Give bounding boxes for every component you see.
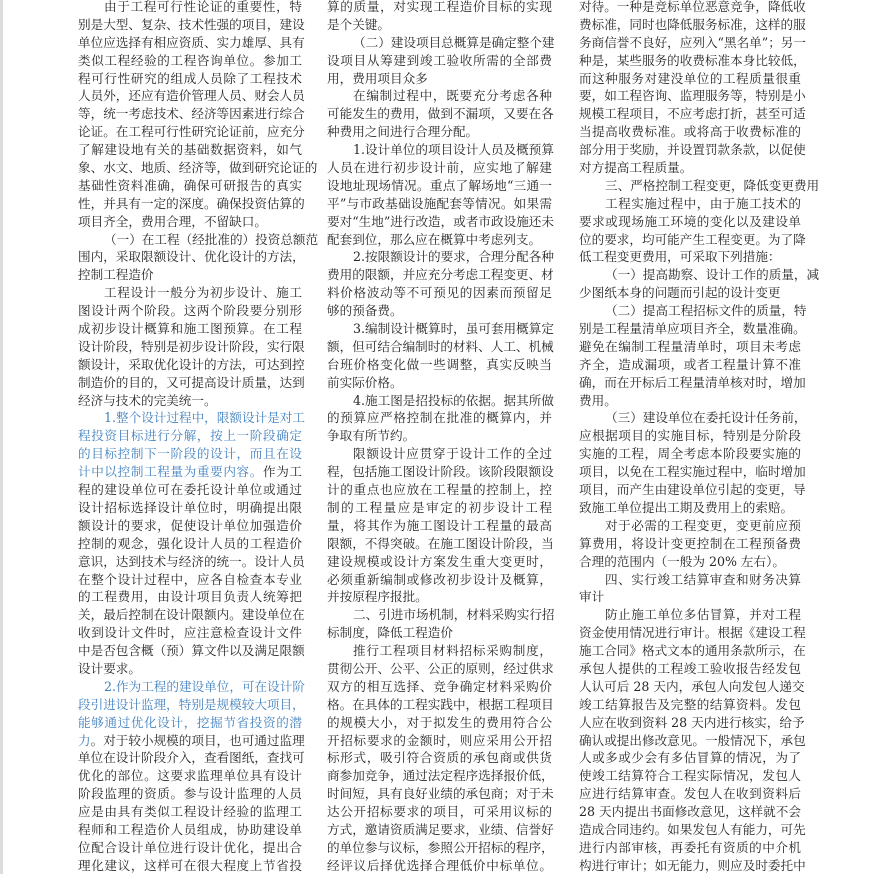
text-line: 项目，而产生由建设单位引起的变更，导 (579, 482, 806, 498)
text-line: 双方的相互选择、竞争确定材料采购价 (327, 678, 552, 694)
text-line: 应进行结算审查。发包人在收到资料后 (579, 786, 801, 802)
text-line: （三）建设单位在委托设计任务前， (605, 410, 807, 426)
text-line: 费标准，同时也降低服务标准，这样的服 (579, 16, 806, 32)
text-line: 在编制过程中，既要充分考虑各种 (353, 88, 552, 104)
text-line: 用，费用项目众多 (327, 70, 428, 86)
text-line: 要求或现场施工环境的变化以及建设单 (579, 213, 801, 229)
paragraph (78, 231, 319, 285)
text-line: 规模工程项目，不应考虑打折，甚至可适 (579, 106, 806, 122)
text-line: 贯彻公开、公平、公正的原则，经过供求 (327, 660, 554, 676)
text-line: （二）建设项目总概算是确定整个建 (353, 34, 555, 50)
text-line: 设计要求。 (78, 660, 141, 676)
text-line: 程的建设单位可在委托设计单位或通过 (78, 482, 302, 498)
paragraph (327, 248, 552, 320)
text-line: 二、引进市场机制，材料采购实行招 (353, 607, 555, 623)
text-line: 标制度，降低工程造价 (327, 625, 453, 641)
text-line: 设计招标选择设计单位时，明确提出限 (78, 499, 302, 515)
paragraph (327, 87, 552, 141)
text-line: 28 天内提出书面修改意见，这样就不会 (579, 804, 801, 820)
text-line: 阶段监理的资质。参与设计监理的人员 (78, 786, 302, 802)
text-line (78, 445, 302, 463)
text-line: 部分用于奖励，并设置罚款条款，以促使 (579, 142, 806, 158)
text-line: 应是由具有类似工程设计经验的监理工 (78, 804, 302, 820)
text-line: 三、严格控制工程变更，降低变更费用 (605, 177, 820, 193)
text-line: 程，包括施工图设计阶段。该阶段限额设 (327, 464, 554, 480)
text-line: 种费用之间进行合理分配。 (327, 124, 479, 140)
text-line: 必须重新编制或修改初步设计及概算， (327, 571, 552, 587)
highlighted-text: 能够通过优化设计，挖掘节省投资的潜 (78, 714, 302, 730)
text-line (78, 714, 302, 732)
text-line: 对待。一种是竞标单位恶意竞争，降低收 (579, 0, 806, 14)
text-line: 四、实行竣工结算审查和财务决算 (605, 571, 801, 587)
text-line: 工程设计一般分为初步设计、施工 (104, 285, 302, 301)
paragraph (327, 141, 552, 248)
text-line: 料价格波动等不可预见的因素而预留足 (327, 285, 552, 301)
text-line: 控制工程造价 (78, 267, 154, 283)
text-line: 程可行性研究的组成人员除了工程技术 (78, 70, 302, 86)
text-line: 工程实施过程中，由于施工技术的 (605, 195, 801, 211)
paragraph (579, 302, 807, 409)
text-line (78, 732, 305, 750)
paragraph (579, 0, 806, 177)
text-line: 经济与技术的完美统一。 (78, 392, 217, 408)
text-line: 避免在编制工程量清单时，项目未考虑 (579, 338, 801, 354)
text-line: 的预算应严格控制在批准的概算内，并 (327, 410, 552, 426)
text-line: 少图纸本身的问题而引起的设计变更 (579, 285, 781, 301)
text-line: 平”与市政基础设施配套等情况。如果需 (327, 195, 552, 211)
paragraph (327, 606, 555, 642)
text-line: 承包人提供的工程竣工验收报告经发包 (579, 660, 801, 676)
paragraph (327, 0, 552, 34)
text-line: 额设计，采取优化设计的方法，可达到控 (78, 356, 305, 372)
paragraph (78, 284, 305, 409)
text-line: 人员外，还应有造价管理人员、财会人员 (78, 88, 305, 104)
text-line: 算的质量，对实现工程造价目标的实现 (327, 0, 552, 14)
text-line: 3.编制设计概算时，虽可套用概算定 (353, 321, 554, 337)
text-line: 务商信誉不良好，应列入“黑名单”；另一 (579, 34, 806, 50)
text-line: 设计阶段，特别是初步设计阶段，实行限 (78, 338, 305, 354)
text-line: 应根据项目的实施目标，特别是分阶段 (579, 428, 801, 444)
text-line: 论证。在工程可行性研究论证前，应充分 (78, 124, 305, 140)
text-line: 竣工结算报告及完整的结算资料。发包 (579, 696, 801, 712)
text-line: 当提高收费标准。或将高于收费标准的 (579, 124, 801, 140)
text-line: 类似工程经验的工程咨询单位。参加工 (78, 52, 302, 68)
highlighted-text: 的目标控制下一阶段的设计，而且在设 (78, 446, 302, 462)
text-line: 合理的范围内（一般为 20% 左右）。 (579, 553, 786, 569)
text-line: 要对“生地”进行改造，或者市政设施还未 (327, 213, 554, 229)
text-line: 程师和工程造价人员组成，协助建设单 (78, 821, 302, 837)
text-line: 在整个设计过程中，应各自检查本专业 (78, 571, 302, 587)
paragraph (78, 678, 305, 875)
text-line: 开招标要求的金额时，则应采用公开招 (327, 732, 552, 748)
text-line: 别是大型、复杂、技术性强的项目，建设 (78, 16, 305, 32)
paragraph (579, 517, 801, 571)
text-line: 资金使用情况进行审计。根据《建设工程 (579, 625, 806, 641)
text-line: 格。在具体的工程实践中，根据工程项目 (327, 696, 554, 712)
paragraph (579, 571, 801, 607)
text-line: 防止施工单位多估冒算，并对工程 (605, 607, 801, 623)
text-line: 围内，采取限额设计、优化设计的方法， (78, 249, 305, 265)
text-line: 齐全，造成漏项，或者工程量计算不准 (579, 356, 801, 372)
highlighted-text: 2.作为工程的建设单位，可在设计阶 (104, 678, 305, 694)
text-line: 时间短，具有良好业绩的承包商；对于未 (327, 786, 554, 802)
text-line: 限额，不得突破。在施工图设计阶段，当 (327, 535, 554, 551)
text-line (78, 678, 305, 696)
text-line: 标形式，吸引符合资质的承包商或供货 (327, 750, 552, 766)
text-line: 项目齐全，费用合理，不留缺口。 (78, 213, 267, 229)
text-line: 人应在收到资料 28 天内进行核实，给予 (579, 714, 805, 730)
text-line: 配套到位，那么应在概算中考虑列支。 (327, 231, 542, 247)
text-line: 1.设计单位的项目设计人员及概预算 (353, 142, 554, 158)
text-line: 成初步设计概算和施工图预算。在工程 (78, 321, 302, 337)
text-line: 性，并具有一定的深度。确保投资估算的 (78, 195, 305, 211)
text-line: 收到设计文件时，应注意检查设计文件 (78, 625, 302, 641)
text-line: 算费用，将设计变更控制在工程预备费 (579, 535, 801, 551)
text-line: 位的要求，均可能产生工程变更。为了降 (579, 231, 806, 247)
text-line: 单位在设计阶段介入，查看图纸，查找可 (78, 750, 305, 766)
paragraph (579, 177, 820, 195)
text-line: 是个关键。 (327, 16, 390, 32)
text-line: 商参加竞争，通过法定程序选择报价低， (327, 768, 554, 784)
text-line: 对于必需的工程变更，变更前应预 (605, 517, 801, 533)
paragraph (579, 266, 820, 302)
text-line: 对方提高工程质量。 (579, 160, 693, 176)
text-line: 图设计两个阶段。这两个阶段要分别形 (78, 303, 302, 319)
text-line: 致施工单位提出工期及费用上的索赔。 (579, 499, 794, 515)
text-line: 确，而在开标后工程量清单核对时，增加 (579, 374, 806, 390)
highlighted-text: 程投资目标进行分解，按上一阶段确定 (78, 428, 302, 444)
text-line: 制的工程量应是审定的初步设计工程 (327, 499, 552, 515)
text-line: 基础性资料准确，确保可研报告的真实 (78, 177, 302, 193)
text-line: 建设规模或设计方案发生重大变更时， (327, 553, 552, 569)
text-span: 。对于较小规模的项目，也可通过监理 (90, 732, 305, 748)
text-line: 意识，达到技术与经济的统一。设计人员 (78, 553, 305, 569)
text-line: 制造价的目的，又可提高设计质量，达到 (78, 374, 305, 390)
text-line: （一）提高勘察、设计工作的质量，减 (605, 267, 820, 283)
text-line: 的单位参与议标，参照公开招标的程序， (327, 839, 554, 855)
text-line: 实施的工程，周全考虑本阶段要实施的 (579, 446, 801, 462)
text-line: 使竣工结算符合工程实际情况，发包人 (579, 768, 801, 784)
text-line: 2.按限额设计的要求，合理分配各种 (353, 249, 554, 265)
text-line: 审计 (579, 589, 605, 605)
text-line: 要，如工程咨询、监理服务等，特别是小 (579, 88, 806, 104)
text-line: 低工程变更费用，可采取下列措施： (579, 249, 781, 265)
text-line: 计的重点也应放在工程量的控制上，控 (327, 482, 552, 498)
text-line: 别是工程量清单应项目齐全，数量准确。 (579, 321, 806, 337)
text-line: 确认或提出修改意见。一般情况下，承包 (579, 732, 806, 748)
text-line: 人或多或少会有多估冒算的情况，为了 (579, 750, 801, 766)
text-line: 的工程费用，由设计项目负责人统筹把 (78, 589, 302, 605)
paragraph (78, 0, 318, 231)
paragraph (327, 642, 552, 875)
text-line: （一）在工程（经批准的）投资总额范 (104, 231, 319, 247)
text-line: 额，但可结合编制时的材料、人工、机械 (327, 338, 554, 354)
text-line: 够的预备费。 (327, 303, 403, 319)
text-line (78, 409, 305, 427)
text-line: 关，最后控制在设计限额内。建设单位在 (78, 607, 305, 623)
highlighted-text: 计中以控制工程量为重要内容。 (78, 464, 263, 480)
text-line: 推行工程项目材料招标采购制度， (353, 643, 552, 659)
text-line: 理化建议，这样可在很大程度上节省投 (78, 857, 302, 873)
text-line: 施工合同》格式文本的通用条款所示，在 (579, 643, 806, 659)
text-line (78, 463, 302, 481)
text-line: 人员在进行初步设计前，应实地了解建 (327, 160, 552, 176)
text-line: 等，统一考虑技术、经济等因素进行综合 (78, 106, 305, 122)
page-edge (0, 0, 3, 874)
text-line: 象、水文、地质、经济等，做到研究论证的 (78, 160, 318, 176)
paragraph (327, 445, 552, 606)
text-column-right (579, 0, 820, 875)
text-line: 量，将其作为施工图设计工程量的最高 (327, 517, 552, 533)
text-line: 达公开招标要求的项目，可采用议标的 (327, 804, 552, 820)
highlighted-text: 力 (78, 732, 91, 748)
text-line: （二）提高工程招标文件的质量，特 (605, 303, 807, 319)
text-line: 而这种服务对建没单位的工程质量很重 (579, 70, 801, 86)
paragraph (579, 606, 806, 874)
paragraph (327, 392, 552, 446)
text-line: 单位应选择有相应资质、实力雄厚、具有 (78, 34, 305, 50)
text-line: 可能发生的费用，做到不漏项，又要在各 (327, 106, 554, 122)
text-line: 中是否包含概（预）算文件以及满足限额 (78, 643, 305, 659)
paragraph (327, 320, 552, 392)
text-line: 人认可后 28 天内，承包人向发包人递交 (579, 678, 805, 694)
text-line: 4.施工图是招投标的依据。据其所做 (353, 392, 554, 408)
text-line: 了解建设地有关的基础数据资料，如气 (78, 142, 302, 158)
text-column-middle (327, 0, 555, 875)
text-line: 控制的观念，强化设计人员的工程造价 (78, 535, 302, 551)
text-line: 争取有所节约。 (327, 428, 416, 444)
paragraph (579, 409, 807, 516)
text-line: 进行内部审核，再委托有资质的中介机 (579, 839, 801, 855)
paragraph (78, 409, 305, 677)
text-line: 优化的部位。这要求监理单位具有设计 (78, 768, 302, 784)
text-line (78, 696, 305, 714)
text-line: 的规模大小，对于拟发生的费用符合公 (327, 714, 552, 730)
text-line: 位配合设计单位进行设计优化，提出合 (78, 839, 302, 855)
text-line: 费用。 (579, 392, 617, 408)
text-line: 前实际价格。 (327, 374, 403, 390)
text-line: 种是，某些服务的收费标准本身比较低， (579, 52, 806, 68)
text-line: 项目，以免在工程实施过程中，临时增加 (579, 464, 806, 480)
text-line (78, 427, 302, 445)
text-line: 设地址现场情况。重点了解场地“三通一 (327, 177, 552, 193)
text-line: 限额设计应贯穿于设计工作的全过 (353, 446, 552, 462)
text-line: 造成合同违约。如果发包人有能力，可先 (579, 821, 806, 837)
text-line: 构进行审计；如无能力，则应及时委托中 (579, 857, 806, 873)
text-line: 设项目从筹建到竣工验收所需的全部费 (327, 52, 552, 68)
text-line: 台班价格变化做一些调整，真实反映当 (327, 356, 552, 372)
text-line: 经评议后择优选择合理低价中标单位。 (327, 857, 552, 873)
paragraph (579, 195, 806, 267)
text-column-left (78, 0, 319, 875)
text-line: 并按原程序报批。 (327, 589, 428, 605)
text-line: 额设计的要求，促使设计单位加强造价 (78, 517, 302, 533)
text-line: 方式，邀请资质满足要求，业绩、信誉好 (327, 821, 554, 837)
text-line: 费用的限额，并应充分考虑工程变更、材 (327, 267, 554, 283)
highlighted-text: 段引进设计监理，特别是规模较大项目， (78, 696, 305, 712)
text-line: 由于工程可行性论证的重要性，特 (104, 0, 302, 14)
paragraph (327, 34, 555, 88)
highlighted-text: 1.整个设计过程中，限额设计是对工 (104, 410, 305, 426)
text-span: 作为工 (262, 464, 303, 480)
